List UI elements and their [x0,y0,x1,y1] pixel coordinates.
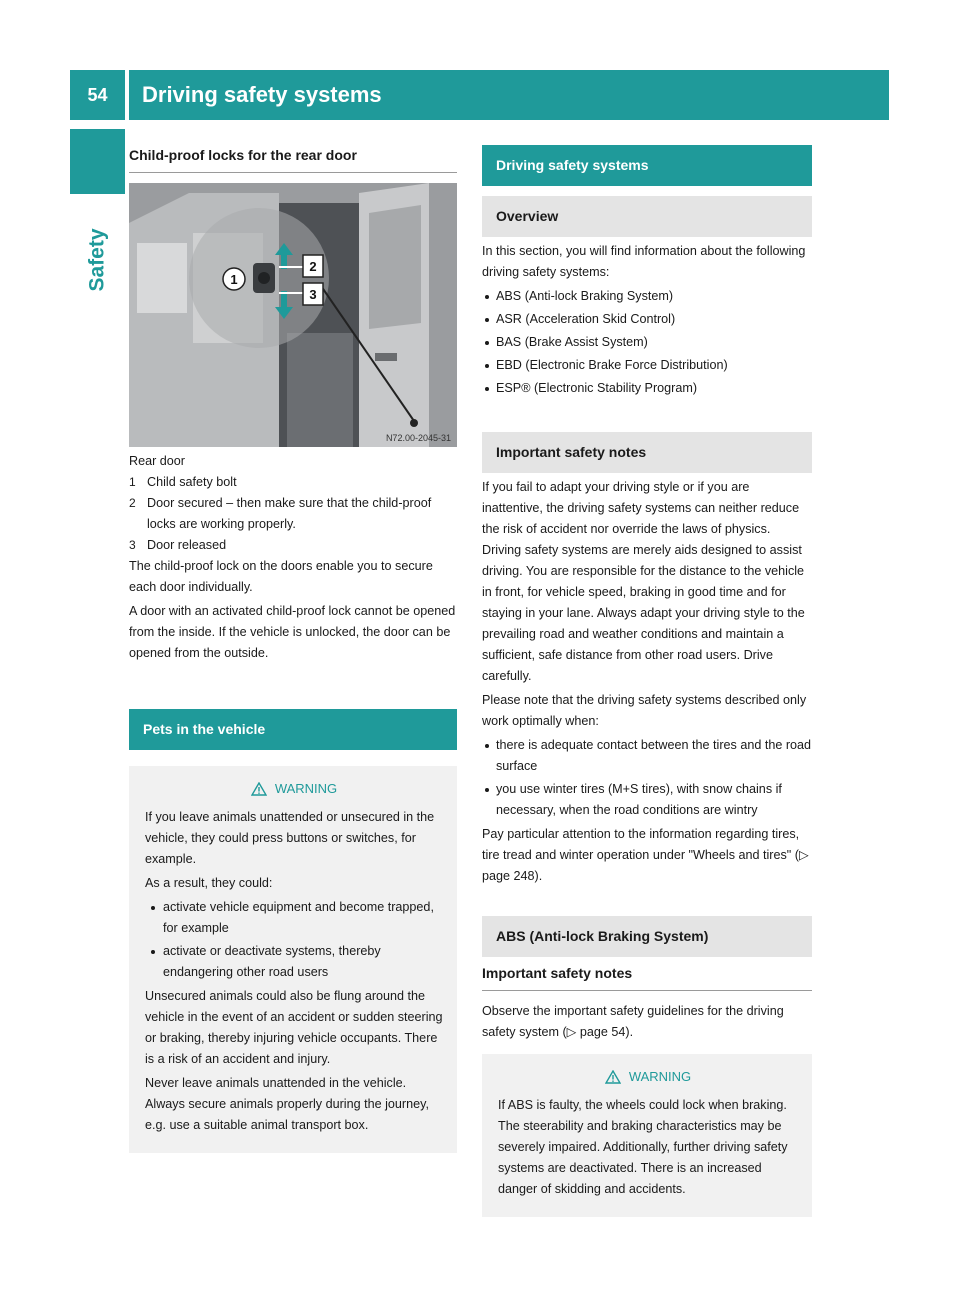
warning-list [145,897,443,983]
list-item: BAS (Brake Assist System) [482,332,812,353]
legend-item [129,535,457,556]
driving-safety-heading: Driving safety systems [482,145,812,186]
section-label-text: Safety [85,228,109,292]
list-item: ESP® (Electronic Stability Program) [482,378,812,399]
legend-item [129,472,457,493]
body-paragraph: Please note that the driving safety systems described only work optimally when: [482,693,807,728]
overview-intro: In this section, you will find information about the following driving safety systems: [482,244,806,279]
section-tab [70,129,125,194]
left-column [129,145,457,1153]
list-item: EBD (Electronic Brake Force Distribution) [482,355,812,376]
body-paragraph: The child-proof lock on the doors enable you to secure each door individually. [129,559,433,594]
warning-paragraph: As a result, they could: [145,876,273,890]
right-column [482,145,812,1217]
legend-mark: 2 [129,496,136,510]
child-lock-heading: Child-proof locks for the rear door [129,147,357,163]
page-number: 54 [87,84,108,105]
heading-rule [482,990,812,991]
list-item: there is adequate contact between the tires and the road surface [482,735,812,777]
important-notes-heading: Important safety notes [482,432,812,473]
legend-mark: 3 [129,538,136,552]
body-paragraph: A door with an activated child-proof lock cannot be opened from the inside. If the vehicle is unlocked, the door can be opened from the outside. [129,604,456,660]
legend-item [129,493,457,535]
warning-paragraph: Never leave animals unattended in the vehicle. Always secure animals properly during the journey, e.g. use a suitable animal transport box. [145,1076,429,1132]
running-header-title: Driving safety systems [142,82,382,107]
legend-text: Door released [147,538,227,552]
overview-heading: Overview [482,196,812,237]
list-item: ABS (Anti-lock Braking System) [482,286,812,307]
warning-title-text: WARNING [274,781,338,796]
rear-door-illustration [129,183,457,447]
section-label [70,200,125,320]
warning-paragraph: If ABS is faulty, the wheels could lock when braking. The steerability and braking characteristics may be severely impaired. Additionally, further driving safety systems are deactivated. There is an increased danger of skidding and accidents. [498,1098,788,1196]
figure-code: N72.00-2045-31 [385,433,451,443]
list-item: activate vehicle equipment and become trapped, for example [145,897,443,939]
figure-caption: Rear door [129,454,186,468]
list-item: ASR (Acceleration Skid Control) [482,309,812,330]
callout-1: 1 [230,272,238,287]
warning-paragraph: Unsecured animals could also be flung around the vehicle in the event of an accident or sudden steering or braking, thereby injuring vehicle occupants. There is a risk of an accident and injury. [145,989,443,1066]
warning-triangle-icon [605,1070,621,1084]
warning-title [145,778,443,799]
abs-warning-box [482,1054,812,1217]
body-paragraph: Observe the important safety guidelines for the driving safety system (▷ page 54). [482,1004,784,1039]
warning-paragraph: If you leave animals unattended or unsecured in the vehicle, they could press buttons or switches, for example. [145,810,435,866]
legend-mark: 1 [129,475,136,489]
list-item: you use winter tires (M+S tires), with snow chains if necessary, when the road conditions are wintry [482,779,812,821]
systems-list [482,286,812,399]
legend-text: Door secured – then make sure that the child-proof locks are working properly. [147,496,432,531]
pets-warning-box [129,766,457,1153]
pets-heading: Pets in the vehicle [129,709,457,750]
warning-triangle-icon [251,782,267,796]
conditions-list [482,735,812,821]
heading-rule [129,172,457,173]
warning-title-text: WARNING [628,1069,692,1084]
abs-subheading: Important safety notes [482,965,633,981]
body-paragraph: If you fail to adapt your driving style or if you are inattentive, the driving safety systems can neither reduce the risk of accident nor override the laws of physics. Driving safety systems are merely aids designed to assist driving. You are responsible for the distance to the vehicle in front, for vehicle speed, braking in good time and for staying in your lane. Always adapt your driving style to the prevailing road and weather conditions and maintain a sufficient, safe distance from other road users. Drive carefully. [482,480,805,683]
body-paragraph: Pay particular attention to the information regarding tires, tire tread and winter operation under "Wheels and tires" (▷ page 248). [482,827,809,883]
rear-door-figure [129,183,457,447]
callout-2: 2 [309,259,317,274]
callout-3: 3 [309,287,317,302]
list-item: activate or deactivate systems, thereby endangering other road users [145,941,443,983]
warning-title [498,1066,798,1087]
legend-text: Child safety bolt [147,475,237,489]
abs-heading: ABS (Anti-lock Braking System) [482,916,812,957]
